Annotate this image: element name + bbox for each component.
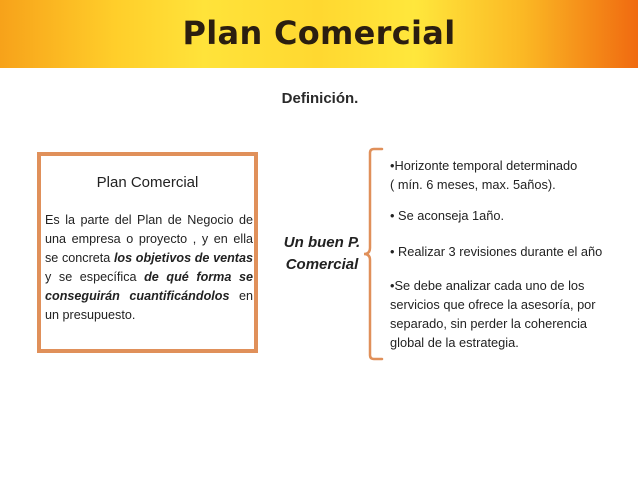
center-label-line: Un buen P. (283, 234, 361, 251)
center-label-line: Comercial (285, 256, 359, 273)
slide-title: Plan Comercial (182, 14, 456, 52)
list-item (390, 242, 615, 261)
definition-card (37, 152, 258, 353)
card-body-emphasis: los objetivos de ventas (113, 251, 253, 265)
card-body-text: en un presupuesto. (45, 289, 253, 322)
card-title: Plan Comercial (96, 174, 199, 191)
center-label (282, 232, 362, 276)
card-body-text: y se específica (45, 270, 145, 284)
card-body-text: Es la parte del Plan de Negocio de una empresa o proyecto , y en ella se concreta (45, 213, 253, 265)
point-line: •Se debe analizar cada uno de los (390, 278, 585, 293)
point-line: servicios que ofrece la asesoría, por (390, 297, 596, 312)
point-line: • Se aconseja 1año. (390, 208, 505, 223)
card-body-emphasis: de qué forma se conseguirán cuantificándolos (45, 270, 253, 303)
point-line: • Realizar 3 revisiones durante el año (390, 244, 603, 259)
right-bracket-icon (364, 147, 384, 361)
point-line: •Horizonte temporal determinado (390, 158, 578, 173)
point-line: ( mín. 6 meses, max. 5años). (390, 177, 556, 192)
point-line: separado, sin perder la coherencia (390, 316, 588, 331)
card-body (45, 211, 253, 325)
list-item (390, 156, 615, 194)
list-item (390, 206, 615, 225)
point-line: global de la estrategia. (390, 335, 519, 350)
slide-subtitle: Definición. (281, 90, 359, 107)
list-item (390, 276, 615, 352)
